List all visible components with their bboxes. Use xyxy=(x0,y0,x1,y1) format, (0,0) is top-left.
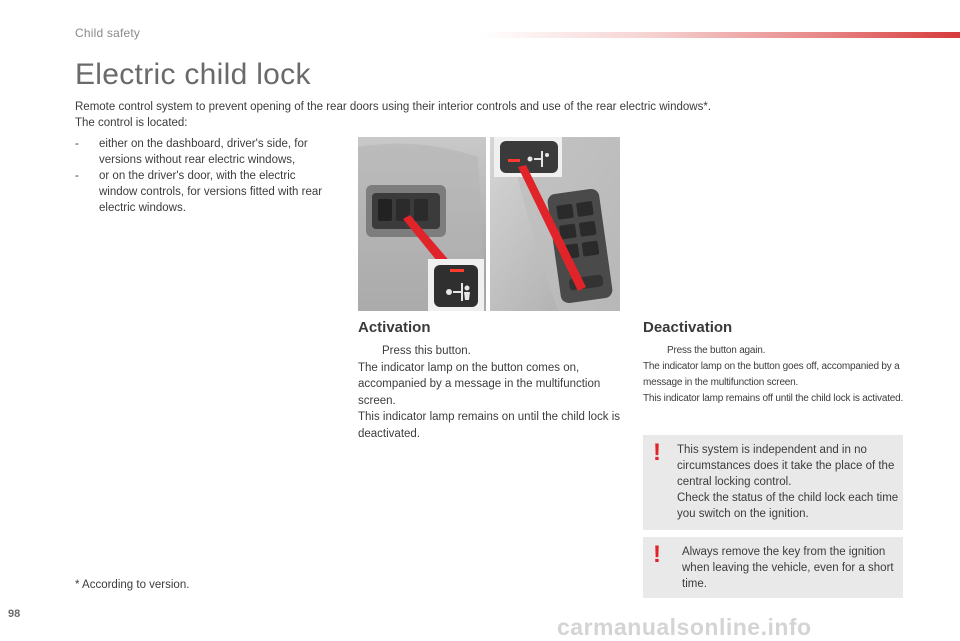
warning-text xyxy=(677,442,899,522)
list-item xyxy=(75,168,330,216)
deactivation-text xyxy=(643,343,908,407)
warning-paragraph: Check the status of the child lock each time you switch on the ignition. xyxy=(677,492,899,520)
deactivation-heading: Deactivation xyxy=(643,319,733,336)
page-title: Electric child lock xyxy=(75,58,311,91)
list-item xyxy=(75,136,330,168)
header-accent-bar xyxy=(480,32,960,38)
deactivation-paragraph: This indicator lamp remains off until the child lock is activated. xyxy=(643,393,904,404)
list-item-text: either on the dashboard, driver's side, for versions without rear electric windows, xyxy=(99,138,308,166)
activation-heading: Activation xyxy=(358,319,431,336)
activation-step-text: Press this button. xyxy=(382,345,471,357)
footnote: * According to version. xyxy=(75,579,190,591)
dash-bullet: - xyxy=(75,170,79,182)
warning-box xyxy=(643,537,903,598)
warning-icon: ! xyxy=(653,439,661,466)
deactivation-paragraph: The indicator lamp on the button goes off, accompanied by a message in the multifunction screen. xyxy=(643,361,900,388)
warning-paragraph: This system is independent and in no circumstances does it take the place of the central locking control. xyxy=(677,444,895,488)
activation-paragraph: This indicator lamp remains on until the child lock is deactivated. xyxy=(358,411,621,440)
deactivation-step-text: Press the button again. xyxy=(667,345,766,356)
watermark: carmanualsonline.info xyxy=(557,614,812,640)
warning-text xyxy=(682,544,902,592)
dash-bullet: - xyxy=(75,138,79,150)
list-item-text: or on the driver's door, with the electric window controls, for versions fitted with rear electric windows. xyxy=(99,170,323,214)
section-label: Child safety xyxy=(75,26,141,40)
activation-text xyxy=(358,343,628,442)
control-locations-list xyxy=(75,136,330,216)
activation-step xyxy=(358,343,628,360)
indicator-lamp xyxy=(450,269,464,272)
page-number: 98 xyxy=(8,608,21,620)
deactivation-step xyxy=(643,343,908,359)
warning-box xyxy=(643,435,903,530)
intro-line: Remote control system to prevent opening of the rear doors using their interior controls and use of the rear electric windows*. xyxy=(75,101,712,113)
warning-icon: ! xyxy=(653,541,661,568)
intro-text xyxy=(75,99,935,131)
activation-paragraph: The indicator lamp on the button comes on, accompanied by a message in the multifunction screen. xyxy=(358,361,601,407)
child-lock-control-photo xyxy=(358,137,620,311)
warning-paragraph: Always remove the key from the ignition when leaving the vehicle, even for a short time. xyxy=(682,546,894,590)
intro-line: The control is located: xyxy=(75,117,188,129)
